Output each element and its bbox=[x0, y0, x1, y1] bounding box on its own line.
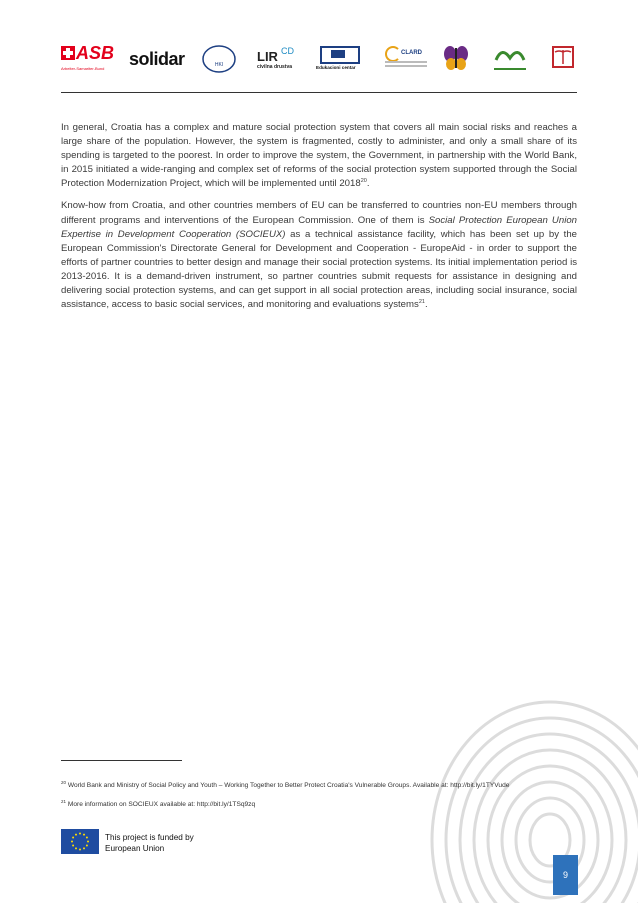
clard-logo: CLARD bbox=[379, 44, 431, 78]
butterfly-logo bbox=[443, 44, 469, 78]
paragraph-2: Know-how from Croatia, and other countries members of EU can be transferred to countries non-EU members through different programs and interventions of the European Commission. One of them is Social Protection European Union Expertise in Development Cooperation (SOCIEUX) as a technical assistance facility, which has been set up by the European Commission's Directorate General for Development and Cooperation - EuropeAid - in order to support the efforts of partner countries to better design and manage their social protection systems. Its initial implementation period is 2013-2016. It is a demand-driven instrument, so partner countries submit requests for assistance in designing and delivering social protection systems, and can get support in all social protection areas, including social insurance, social assistance, access to basic social services, and monitoring and evaluations systems$^{21}$. bbox=[61, 200, 577, 311]
svg-text:HKI: HKI bbox=[214, 62, 224, 68]
eu-funding-notice: This project is funded by European Union bbox=[105, 833, 194, 853]
lir-logo: LIR CD civilna drustva bbox=[257, 46, 294, 70]
header-divider bbox=[61, 92, 577, 93]
book-org-logo bbox=[551, 44, 577, 78]
footnote-divider bbox=[61, 760, 182, 761]
edukacioni-centar-logo: Edukacioni centar bbox=[316, 44, 364, 78]
footnote-20: $^{20}$ World Bank and Ministry of Social Policy and Youth – Working Together to Better Protect Croatia's Vulnerable Groups. Available at: http://bit.ly/1TYVude bbox=[61, 780, 510, 790]
page-number: 9 bbox=[553, 855, 578, 895]
partner-logos bbox=[61, 44, 577, 78]
eu-flag-icon bbox=[61, 829, 99, 854]
solidar-logo: solidar bbox=[129, 49, 185, 69]
socieux-name: Social Protection European Union Expertise in Development Cooperation (SOCIEUX) bbox=[61, 214, 577, 240]
asb-logo: ASB Arbeiter-Samariter-Bund bbox=[61, 43, 115, 71]
paragraph-1: In general, Croatia has a complex and mature social protection system that covers all main social risks and reaches a large share of the population. However, the system is fragmented, costly to administer, and only a small share of its spending is targeted to the poorest. In order to improve the system, the Government, in partnership with the World Bank, in 2015 initiated a wide-ranging and complex set of reforms of the social protection system supported through the Social Protection Modernization Project, which will be implemented until 2018$^{20}$. bbox=[61, 122, 577, 190]
footnote-ref-20: 20 bbox=[360, 178, 367, 185]
footnotes bbox=[61, 775, 581, 813]
hki-logo bbox=[201, 44, 239, 78]
body-text bbox=[61, 121, 577, 320]
footnote-ref-21: 21 bbox=[418, 298, 425, 305]
green-org-logo bbox=[488, 44, 532, 78]
footnote-21: $^{21}$ More information on SOCIEUX available at: http://bit.ly/1TSq9zq bbox=[61, 799, 256, 809]
